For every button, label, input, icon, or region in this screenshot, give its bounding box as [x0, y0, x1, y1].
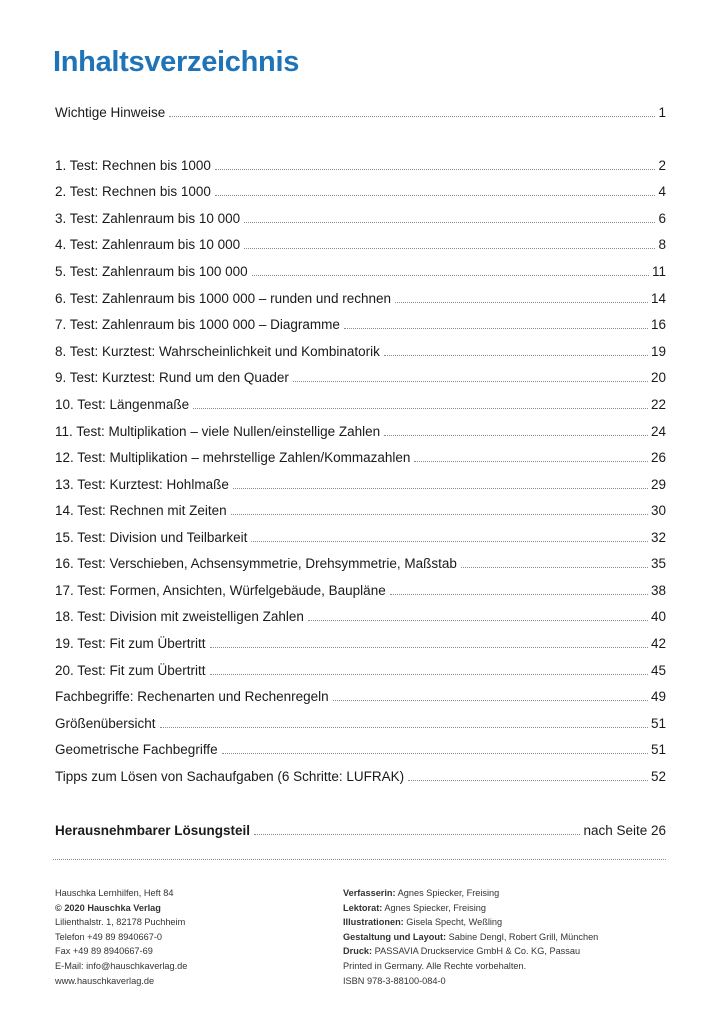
dot-leader	[414, 461, 648, 462]
toc-entry-title: Größenübersicht	[55, 716, 156, 731]
dot-leader	[390, 594, 648, 595]
imprint-line: Hauschka Lernhilfen, Heft 84	[55, 888, 174, 898]
credit-value: Gisela Specht, Weßling	[403, 917, 503, 928]
toc-entry	[55, 712, 666, 732]
dot-leader	[308, 620, 648, 621]
credit-value: Agnes Spiecker, Freising	[395, 888, 500, 898]
toc-entry-page: 16	[650, 317, 666, 332]
imprint-line: Telefon +49 89 8940667-0	[55, 931, 163, 942]
toc-entry	[55, 233, 666, 253]
dot-leader	[215, 195, 656, 196]
toc-entry-page: 52	[650, 769, 666, 784]
page-title: Inhaltsverzeichnis	[53, 46, 300, 78]
toc-entry	[55, 659, 666, 679]
toc-entry	[55, 101, 666, 121]
dot-leader	[384, 355, 648, 356]
toc-entry-title: 2. Test: Rechnen bis 1000	[55, 184, 211, 199]
toc-entry	[55, 605, 666, 625]
dot-leader	[169, 116, 655, 117]
dot-leader	[244, 248, 655, 249]
toc-entry	[55, 632, 666, 652]
toc-entry	[55, 154, 666, 174]
toc-entry	[55, 685, 666, 705]
toc-entry-page: 8	[658, 237, 666, 252]
toc-entry-title: Tipps zum Lösen von Sachaufgaben (6 Schritte: LUFRAK)	[55, 769, 405, 784]
dot-leader	[408, 780, 648, 781]
credit-label: Illustrationen:	[343, 917, 404, 928]
toc-entry	[55, 340, 666, 360]
dot-leader	[461, 567, 648, 568]
toc-entry-title: 20. Test: Fit zum Übertritt	[55, 663, 206, 678]
toc-entry-page: 14	[650, 291, 666, 306]
toc-entry-page: 26	[650, 450, 666, 465]
toc-entry-title: 19. Test: Fit zum Übertritt	[55, 636, 206, 651]
dot-leader	[215, 169, 656, 170]
toc-entry	[55, 420, 666, 440]
dot-leader	[395, 302, 648, 303]
toc-entry-title: 17. Test: Formen, Ansichten, Würfelgebäude, Baupläne	[55, 583, 386, 598]
credits	[343, 886, 598, 988]
credit-line	[343, 901, 598, 916]
imprint-line: E-Mail: info@hauschkaverlag.de	[55, 960, 188, 971]
toc-entry-solutions	[55, 819, 666, 839]
toc-entry	[55, 499, 666, 519]
toc-entry-title: Herausnehmbarer Lösungsteil	[55, 823, 251, 838]
dot-leader	[222, 753, 648, 754]
toc-entry-page: nach Seite 26	[583, 823, 666, 838]
toc-entry-title: 8. Test: Kurztest: Wahrscheinlichkeit und Kombinatorik	[55, 344, 380, 359]
toc-entry-title: 4. Test: Zahlenraum bis 10 000	[55, 237, 241, 252]
toc-entry-title: Wichtige Hinweise	[55, 105, 166, 120]
toc-entry-title: 18. Test: Division mit zweistelligen Zahlen	[55, 609, 304, 624]
dot-leader	[231, 514, 648, 515]
toc-entry-page: 30	[650, 503, 666, 518]
toc-entry	[55, 207, 666, 227]
credit-value: ISBN 978-3-88100-084-0	[343, 975, 446, 986]
credit-label: Lektorat:	[343, 902, 383, 913]
toc-entry	[55, 393, 666, 413]
toc-entry-title: 5. Test: Zahlenraum bis 100 000	[55, 264, 248, 279]
credit-line	[343, 930, 598, 945]
toc-entry-page: 1	[658, 105, 666, 120]
imprint-line: Fax +49 89 8940667-69	[55, 946, 153, 957]
dot-leader	[244, 222, 655, 223]
toc-entry-title: 3. Test: Zahlenraum bis 10 000	[55, 211, 241, 226]
toc-entry-page: 35	[650, 556, 666, 571]
toc-entry-page: 51	[650, 716, 666, 731]
toc-entry-title: Fachbegriffe: Rechenarten und Rechenregeln	[55, 689, 329, 704]
credit-label: Verfasserin:	[343, 888, 396, 898]
toc-entry-page: 29	[650, 477, 666, 492]
credit-label: Gestaltung und Layout:	[343, 931, 447, 942]
credit-value: Sabine Dengl, Robert Grill, München	[446, 931, 599, 942]
credit-line	[343, 886, 598, 901]
dot-leader	[233, 488, 648, 489]
toc-entry	[55, 313, 666, 333]
toc-entry-title: Geometrische Fachbegriffe	[55, 742, 218, 757]
dot-leader	[254, 834, 580, 835]
toc-entry	[55, 552, 666, 572]
credit-value: PASSAVIA Druckservice GmbH & Co. KG, Passau	[372, 946, 581, 957]
credit-value: Printed in Germany. Alle Rechte vorbehalten.	[343, 960, 527, 971]
toc-entry	[55, 446, 666, 466]
toc-entry-title: 13. Test: Kurztest: Hohlmaße	[55, 477, 229, 492]
toc-entry	[55, 526, 666, 546]
toc-entry-title: 9. Test: Kurztest: Rund um den Quader	[55, 370, 289, 385]
credit-line	[343, 915, 598, 930]
dot-leader	[384, 435, 648, 436]
credit-line	[343, 944, 598, 959]
dot-leader	[193, 408, 648, 409]
toc-entry-page: 45	[650, 663, 666, 678]
table-of-contents	[55, 0, 666, 1020]
dot-leader	[252, 275, 649, 276]
toc-entry	[55, 765, 666, 785]
toc-entry	[55, 366, 666, 386]
toc-entry-page: 20	[650, 370, 666, 385]
toc-entry-title: 16. Test: Verschieben, Achsensymmetrie, Drehsymmetrie, Maßstab	[55, 556, 457, 571]
publisher-info	[55, 886, 187, 988]
credit-line	[343, 974, 598, 989]
toc-entry	[55, 473, 666, 493]
toc-entry	[55, 287, 666, 307]
imprint-line: www.hauschkaverlag.de	[55, 975, 155, 986]
toc-entry-page: 24	[650, 424, 666, 439]
credit-value: Agnes Spiecker, Freising	[382, 902, 486, 913]
toc-entry-page: 11	[651, 264, 666, 279]
dot-leader	[160, 727, 648, 728]
toc-entry-title: 12. Test: Multiplikation – mehrstellige Zahlen/Kommazahlen	[55, 450, 411, 465]
toc-entry-page: 49	[650, 689, 666, 704]
toc-entry-title: 7. Test: Zahlenraum bis 1000 000 – Diagramme	[55, 317, 340, 332]
dot-leader	[333, 700, 648, 701]
dot-leader	[210, 674, 648, 675]
toc-entry	[55, 260, 666, 280]
toc-entry-title: 15. Test: Division und Teilbarkeit	[55, 530, 248, 545]
imprint-line: © 2020 Hauschka Verlag	[55, 902, 161, 913]
toc-entry-title: 14. Test: Rechnen mit Zeiten	[55, 503, 227, 518]
toc-entry-page: 2	[658, 158, 666, 173]
toc-entry-page: 32	[650, 530, 666, 545]
imprint-line: Lilienthalstr. 1, 82178 Puchheim	[55, 917, 186, 928]
credit-label: Druck:	[343, 946, 373, 957]
toc-entry-page: 4	[658, 184, 666, 199]
toc-entry	[55, 180, 666, 200]
toc-entry-page: 40	[650, 609, 666, 624]
toc-entry-page: 19	[650, 344, 666, 359]
dot-leader	[251, 541, 648, 542]
toc-entry-page: 22	[650, 397, 666, 412]
toc-entry	[55, 738, 666, 758]
toc-entry-title: 11. Test: Multiplikation – viele Nullen/einstellige Zahlen	[55, 424, 381, 439]
dot-leader	[210, 647, 648, 648]
toc-entry-title: 6. Test: Zahlenraum bis 1000 000 – runden und rechnen	[55, 291, 391, 306]
toc-entry-page: 42	[650, 636, 666, 651]
credit-line	[343, 959, 598, 974]
dot-leader	[344, 328, 648, 329]
toc-entry-page: 6	[658, 211, 666, 226]
toc-entry-page: 51	[650, 742, 666, 757]
toc-entry-title: 10. Test: Längenmaße	[55, 397, 190, 412]
toc-entry-page: 38	[650, 583, 666, 598]
divider	[53, 859, 666, 860]
toc-entry	[55, 579, 666, 599]
toc-entry-title: 1. Test: Rechnen bis 1000	[55, 158, 211, 173]
dot-leader	[293, 381, 648, 382]
